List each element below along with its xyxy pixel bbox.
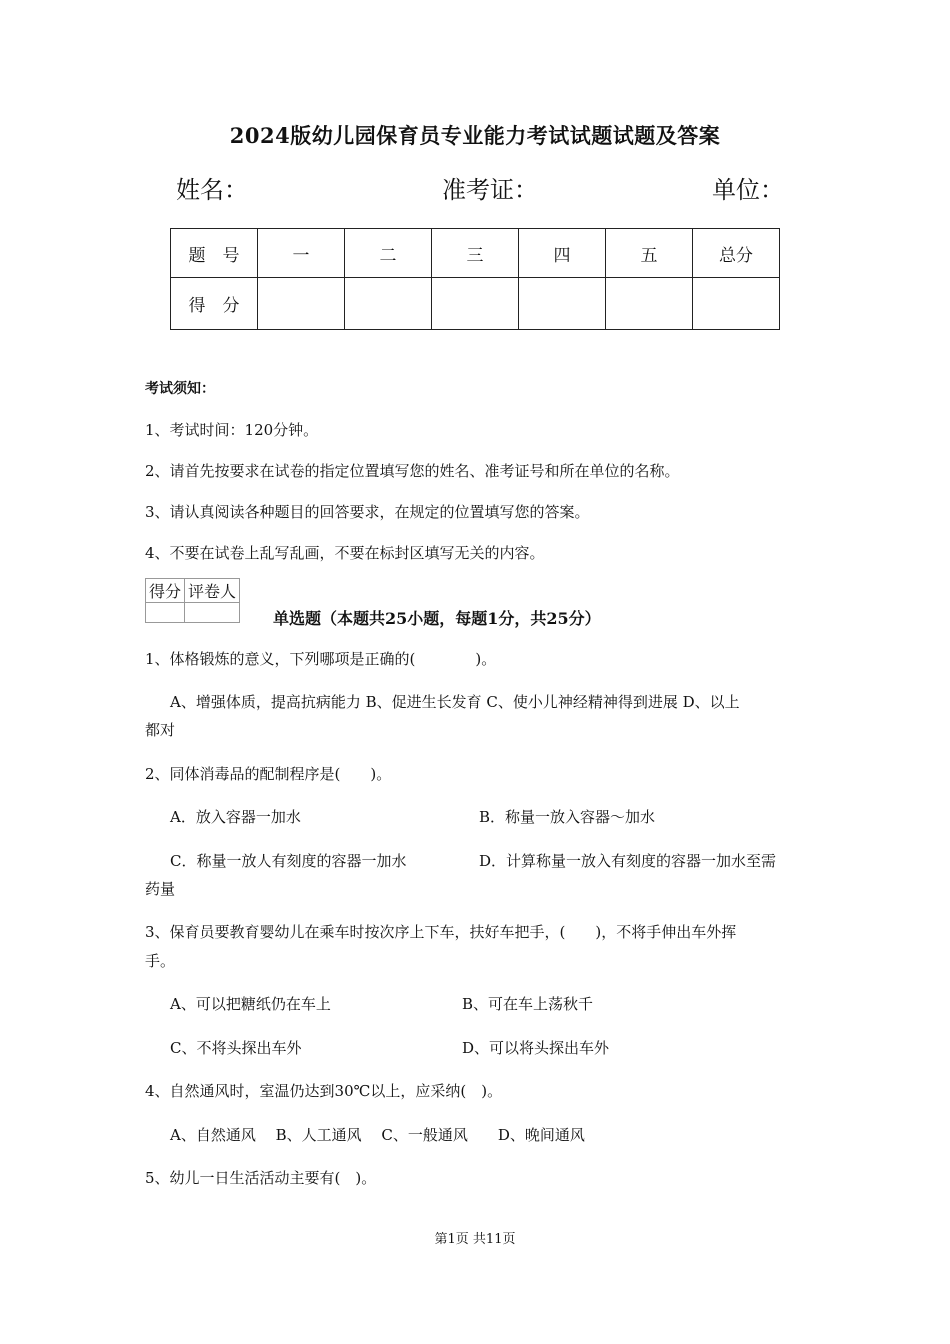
score-cell[interactable] bbox=[345, 278, 432, 330]
page-footer: 第1页 共11页 bbox=[434, 1232, 516, 1247]
score-cell[interactable] bbox=[606, 278, 693, 330]
question-stem: 1、体格锻炼的意义，下列哪项是正确的( )。 bbox=[145, 650, 497, 668]
score-cell[interactable] bbox=[258, 278, 345, 330]
question-options-cont: 都对 bbox=[145, 721, 176, 739]
notice-item: 2、请首先按要求在试卷的指定位置填写您的姓名、准考证号和所在单位的名称。 bbox=[145, 462, 680, 480]
header-cell: 题 号 bbox=[171, 229, 258, 278]
header-cell: 五 bbox=[606, 229, 693, 278]
option-d-cont: 药量 bbox=[145, 880, 176, 898]
header-cell: 总分 bbox=[693, 229, 780, 278]
option-c: C、不将头探出车外 bbox=[170, 1039, 302, 1057]
option-a: A．放入容器一加水 bbox=[170, 808, 301, 826]
question-stem: 4、自然通风时，室温仍达到30℃以上，应采纳( )。 bbox=[145, 1082, 503, 1100]
notice-item: 4、不要在试卷上乱写乱画，不要在标封区填写无关的内容。 bbox=[145, 544, 545, 562]
unit-label: 单位： bbox=[712, 176, 784, 204]
score-cell[interactable] bbox=[693, 278, 780, 330]
score-cell[interactable] bbox=[432, 278, 519, 330]
option-b: B．称量一放入容器～加水 bbox=[479, 808, 656, 826]
option-d: D、可以将头探出车外 bbox=[462, 1039, 610, 1057]
score-table-header-row bbox=[171, 229, 780, 278]
exam-id-label: 准考证： bbox=[442, 176, 538, 204]
question-stem: 5、幼儿一日生活活动主要有( )。 bbox=[145, 1169, 377, 1187]
option-c: C．称量一放人有刻度的容器一加水 bbox=[170, 852, 407, 870]
header-cell: 四 bbox=[519, 229, 606, 278]
reviewer-blank-row bbox=[146, 603, 240, 623]
section-title: 单选题（本题共25小题，每题1分，共25分） bbox=[273, 609, 601, 628]
reviewer-name-label: 评卷人 bbox=[185, 579, 240, 603]
row-label-cell: 得 分 bbox=[171, 278, 258, 330]
reviewer-header-row bbox=[146, 579, 240, 603]
header-cell: 一 bbox=[258, 229, 345, 278]
name-label: 姓名： bbox=[176, 176, 248, 204]
reviewer-table bbox=[145, 578, 240, 623]
question-options: A、自然通风 B、人工通风 C、一般通风 D、晚间通风 bbox=[170, 1126, 585, 1144]
score-cell[interactable] bbox=[519, 278, 606, 330]
page-title: 2024版幼儿园保育员专业能力考试试题试题及答案 bbox=[229, 123, 721, 148]
notice-item: 1、考试时间：120分钟。 bbox=[145, 421, 319, 439]
option-d: D．计算称量一放入有刻度的容器一加水至需 bbox=[479, 852, 777, 870]
header-cell: 三 bbox=[432, 229, 519, 278]
question-options: A、增强体质，提高抗病能力 B、促进生长发育 C、使小儿神经精神得到进展 D、以上 bbox=[170, 693, 740, 711]
reviewer-name-cell[interactable] bbox=[185, 603, 240, 623]
score-table-score-row bbox=[171, 278, 780, 330]
option-b: B、可在车上荡秋千 bbox=[462, 995, 594, 1013]
question-stem: 2、同体消毒品的配制程序是( )。 bbox=[145, 765, 392, 783]
question-stem-cont: 手。 bbox=[145, 952, 176, 970]
header-cell: 二 bbox=[345, 229, 432, 278]
option-a: A、可以把糖纸仍在车上 bbox=[170, 995, 331, 1013]
question-stem: 3、保育员要教育婴幼儿在乘车时按次序上下车，扶好车把手，( )，不将手伸出车外挥 bbox=[145, 923, 737, 941]
notice-heading: 考试须知： bbox=[145, 381, 215, 397]
reviewer-score-label: 得分 bbox=[146, 579, 185, 603]
score-table bbox=[170, 228, 780, 330]
reviewer-score-cell[interactable] bbox=[146, 603, 185, 623]
notice-item: 3、请认真阅读各种题目的回答要求，在规定的位置填写您的答案。 bbox=[145, 503, 590, 521]
